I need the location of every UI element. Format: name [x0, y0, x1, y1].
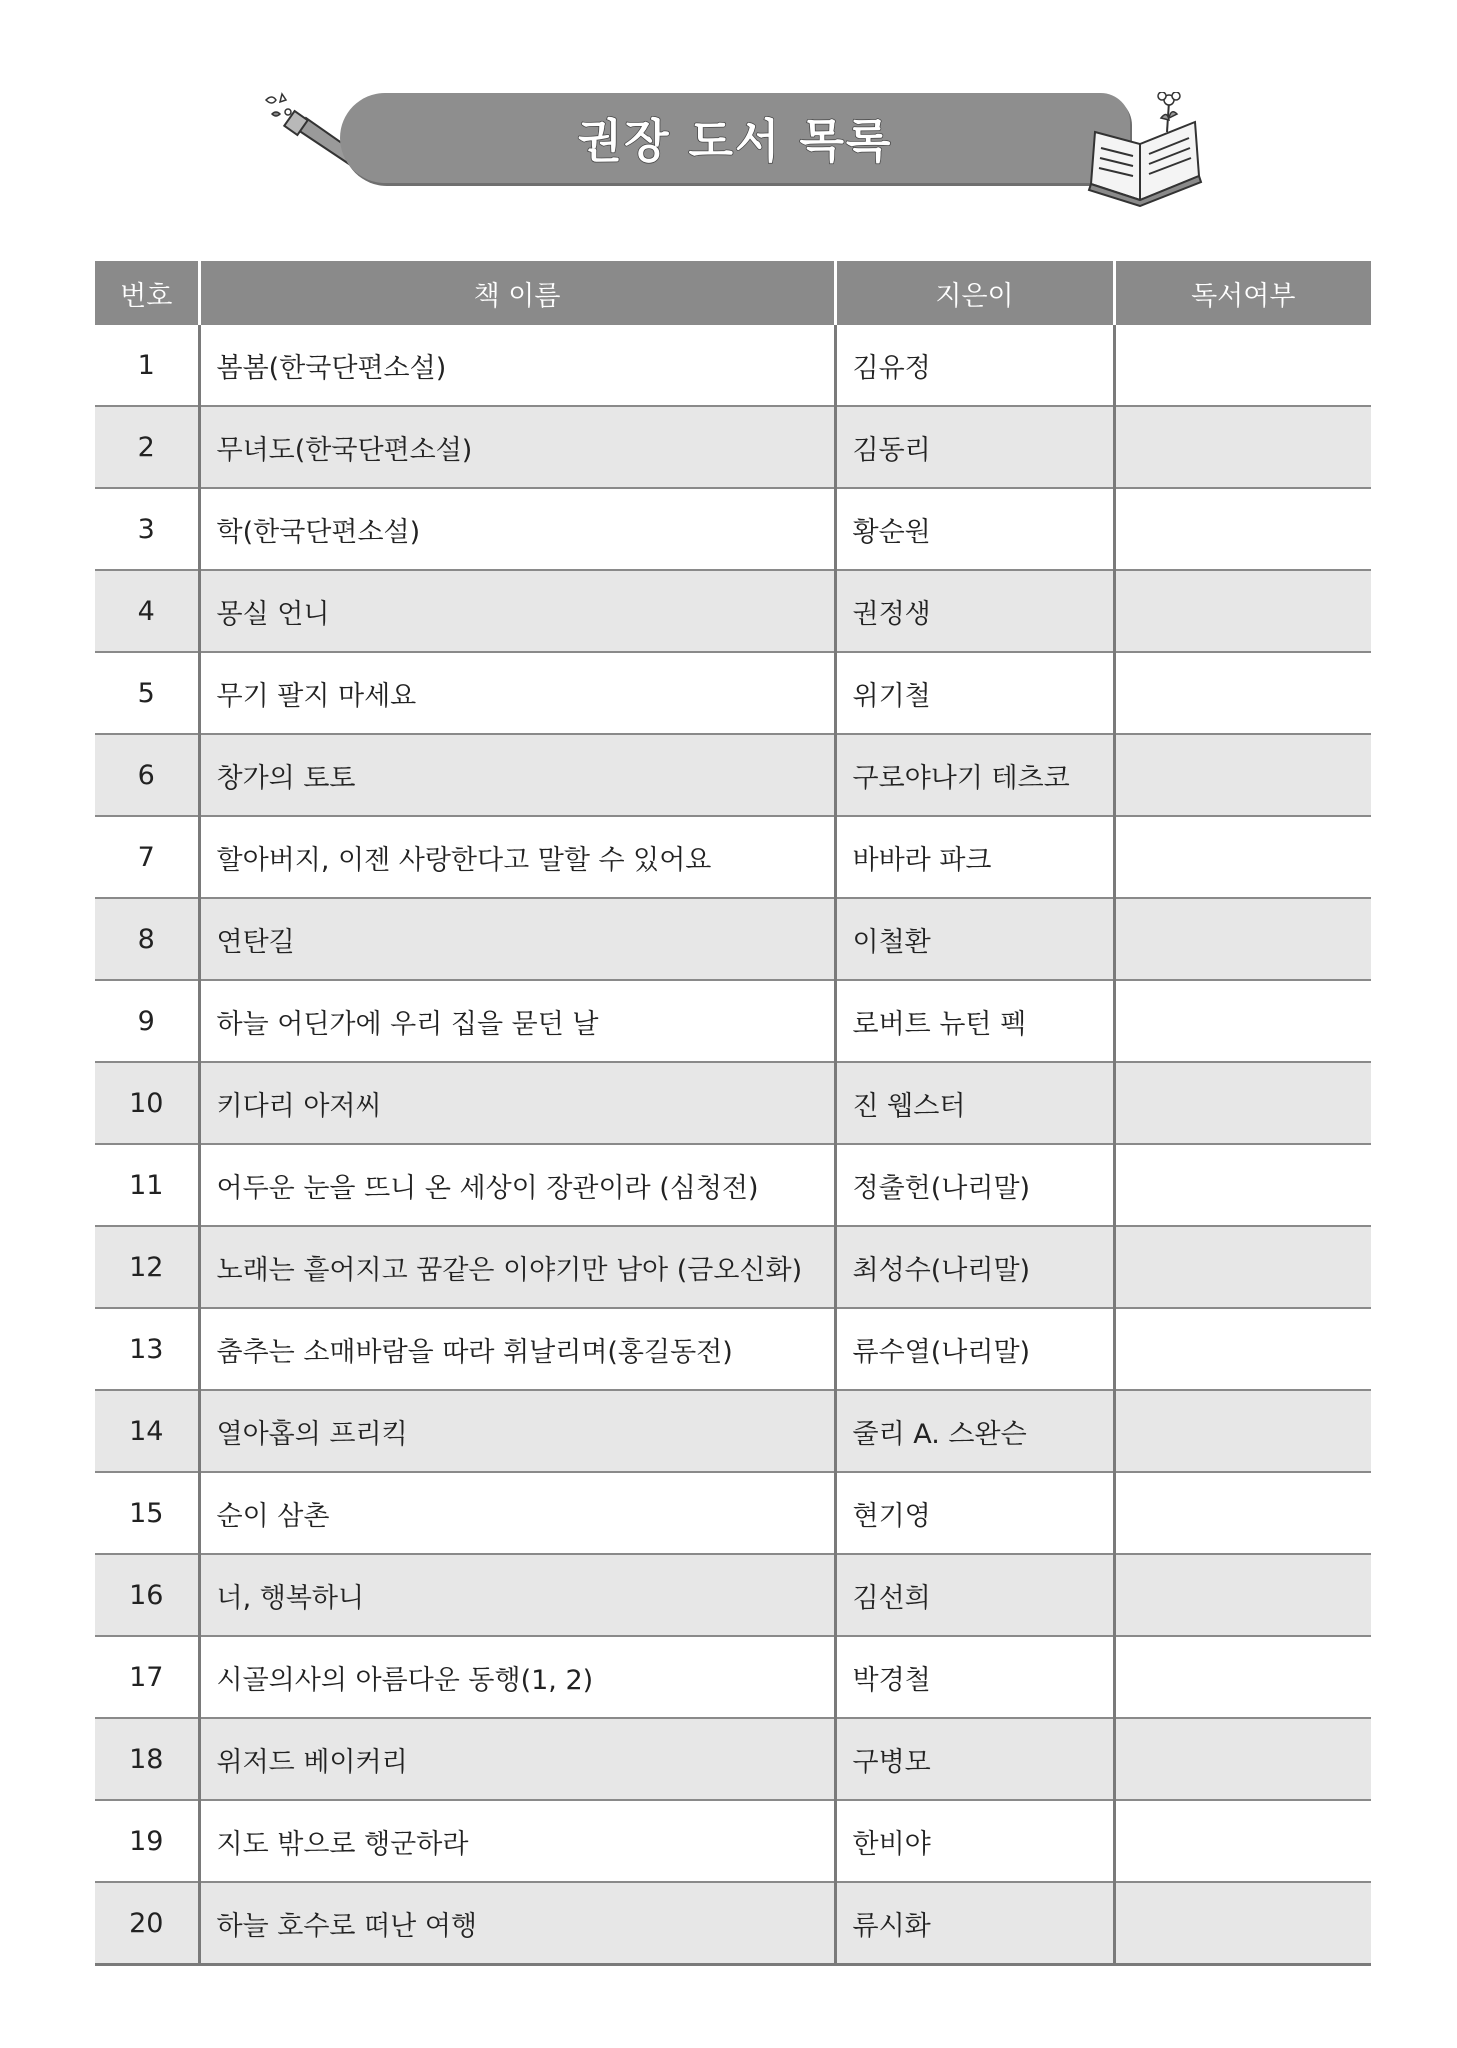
table-header-row — [95, 261, 1371, 325]
read-status-cell[interactable] — [1114, 1800, 1371, 1882]
read-status-cell[interactable] — [1114, 1144, 1371, 1226]
read-status-cell[interactable] — [1114, 652, 1371, 734]
table-row — [95, 488, 1371, 570]
table-row — [95, 898, 1371, 980]
table-row — [95, 570, 1371, 652]
read-status-cell[interactable] — [1114, 1472, 1371, 1554]
page-title: 권장 도서 목록 — [577, 114, 893, 168]
row-number: 2 — [95, 406, 199, 488]
row-number: 7 — [95, 816, 199, 898]
read-status-cell[interactable] — [1114, 406, 1371, 488]
row-number: 9 — [95, 980, 199, 1062]
read-status-cell[interactable] — [1114, 1554, 1371, 1636]
row-number: 3 — [95, 488, 199, 570]
book-title: 무기 팔지 마세요 — [199, 652, 835, 734]
book-title: 지도 밖으로 행군하라 — [199, 1800, 835, 1882]
book-author: 박경철 — [835, 1636, 1114, 1718]
table-row — [95, 1390, 1371, 1472]
book-author: 현기영 — [835, 1472, 1114, 1554]
open-book-icon — [1085, 92, 1205, 207]
book-title: 학(한국단편소설) — [199, 488, 835, 570]
row-number: 1 — [95, 325, 199, 406]
read-status-cell[interactable] — [1114, 1718, 1371, 1800]
table-row — [95, 1308, 1371, 1390]
row-number: 13 — [95, 1308, 199, 1390]
table-row — [95, 1554, 1371, 1636]
book-author: 줄리 A. 스완슨 — [835, 1390, 1114, 1472]
header-read-status: 독서여부 — [1114, 261, 1371, 325]
row-number: 10 — [95, 1062, 199, 1144]
read-status-cell[interactable] — [1114, 1882, 1371, 1965]
read-status-cell[interactable] — [1114, 1390, 1371, 1472]
read-status-cell[interactable] — [1114, 488, 1371, 570]
book-title: 연탄길 — [199, 898, 835, 980]
book-title: 하늘 어딘가에 우리 집을 묻던 날 — [199, 980, 835, 1062]
recommended-books-table — [95, 261, 1371, 1966]
book-author: 최성수(나리말) — [835, 1226, 1114, 1308]
book-title: 위저드 베이커리 — [199, 1718, 835, 1800]
book-author: 김동리 — [835, 406, 1114, 488]
row-number: 8 — [95, 898, 199, 980]
table-row — [95, 406, 1371, 488]
row-number: 16 — [95, 1554, 199, 1636]
book-title: 봄봄(한국단편소설) — [199, 325, 835, 406]
table-row — [95, 980, 1371, 1062]
table-row — [95, 1800, 1371, 1882]
table-row — [95, 1226, 1371, 1308]
read-status-cell[interactable] — [1114, 1636, 1371, 1718]
book-title: 무녀도(한국단편소설) — [199, 406, 835, 488]
book-author: 진 웹스터 — [835, 1062, 1114, 1144]
table-row — [95, 1636, 1371, 1718]
book-author: 위기철 — [835, 652, 1114, 734]
book-author: 구병모 — [835, 1718, 1114, 1800]
book-title: 순이 삼촌 — [199, 1472, 835, 1554]
book-title: 노래는 흩어지고 꿈같은 이야기만 남아 (금오신화) — [199, 1226, 835, 1308]
read-status-cell[interactable] — [1114, 1308, 1371, 1390]
header-book-title: 책 이름 — [199, 261, 835, 325]
table-row — [95, 1718, 1371, 1800]
table-row — [95, 1062, 1371, 1144]
row-number: 15 — [95, 1472, 199, 1554]
book-author: 류수열(나리말) — [835, 1308, 1114, 1390]
title-banner — [340, 93, 1130, 183]
book-author: 김유정 — [835, 325, 1114, 406]
table-row — [95, 1472, 1371, 1554]
read-status-cell[interactable] — [1114, 325, 1371, 406]
read-status-cell[interactable] — [1114, 898, 1371, 980]
row-number: 4 — [95, 570, 199, 652]
book-title: 키다리 아저씨 — [199, 1062, 835, 1144]
header-number: 번호 — [95, 261, 199, 325]
book-author: 류시화 — [835, 1882, 1114, 1965]
book-title: 춤추는 소매바람을 따라 휘날리며(홍길동전) — [199, 1308, 835, 1390]
book-title: 창가의 토토 — [199, 734, 835, 816]
book-title: 어두운 눈을 뜨니 온 세상이 장관이라 (심청전) — [199, 1144, 835, 1226]
row-number: 18 — [95, 1718, 199, 1800]
read-status-cell[interactable] — [1114, 980, 1371, 1062]
read-status-cell[interactable] — [1114, 570, 1371, 652]
row-number: 17 — [95, 1636, 199, 1718]
row-number: 5 — [95, 652, 199, 734]
book-author: 김선희 — [835, 1554, 1114, 1636]
row-number: 19 — [95, 1800, 199, 1882]
row-number: 11 — [95, 1144, 199, 1226]
table-row — [95, 734, 1371, 816]
row-number: 14 — [95, 1390, 199, 1472]
book-title: 열아홉의 프리킥 — [199, 1390, 835, 1472]
read-status-cell[interactable] — [1114, 1062, 1371, 1144]
book-author: 구로야나기 테츠코 — [835, 734, 1114, 816]
row-number: 20 — [95, 1882, 199, 1965]
read-status-cell[interactable] — [1114, 734, 1371, 816]
book-author: 한비야 — [835, 1800, 1114, 1882]
header-author: 지은이 — [835, 261, 1114, 325]
book-title: 할아버지, 이젠 사랑한다고 말할 수 있어요 — [199, 816, 835, 898]
book-author: 황순원 — [835, 488, 1114, 570]
book-author: 로버트 뉴턴 펙 — [835, 980, 1114, 1062]
read-status-cell[interactable] — [1114, 816, 1371, 898]
table-row — [95, 1144, 1371, 1226]
table-row — [95, 325, 1371, 406]
table-row — [95, 816, 1371, 898]
table-row — [95, 1882, 1371, 1965]
book-author: 이철환 — [835, 898, 1114, 980]
read-status-cell[interactable] — [1114, 1226, 1371, 1308]
book-title: 하늘 호수로 떠난 여행 — [199, 1882, 835, 1965]
book-author: 정출헌(나리말) — [835, 1144, 1114, 1226]
book-title: 몽실 언니 — [199, 570, 835, 652]
book-author: 바바라 파크 — [835, 816, 1114, 898]
book-title: 너, 행복하니 — [199, 1554, 835, 1636]
book-title: 시골의사의 아름다운 동행(1, 2) — [199, 1636, 835, 1718]
row-number: 6 — [95, 734, 199, 816]
table-row — [95, 652, 1371, 734]
book-author: 권정생 — [835, 570, 1114, 652]
row-number: 12 — [95, 1226, 199, 1308]
